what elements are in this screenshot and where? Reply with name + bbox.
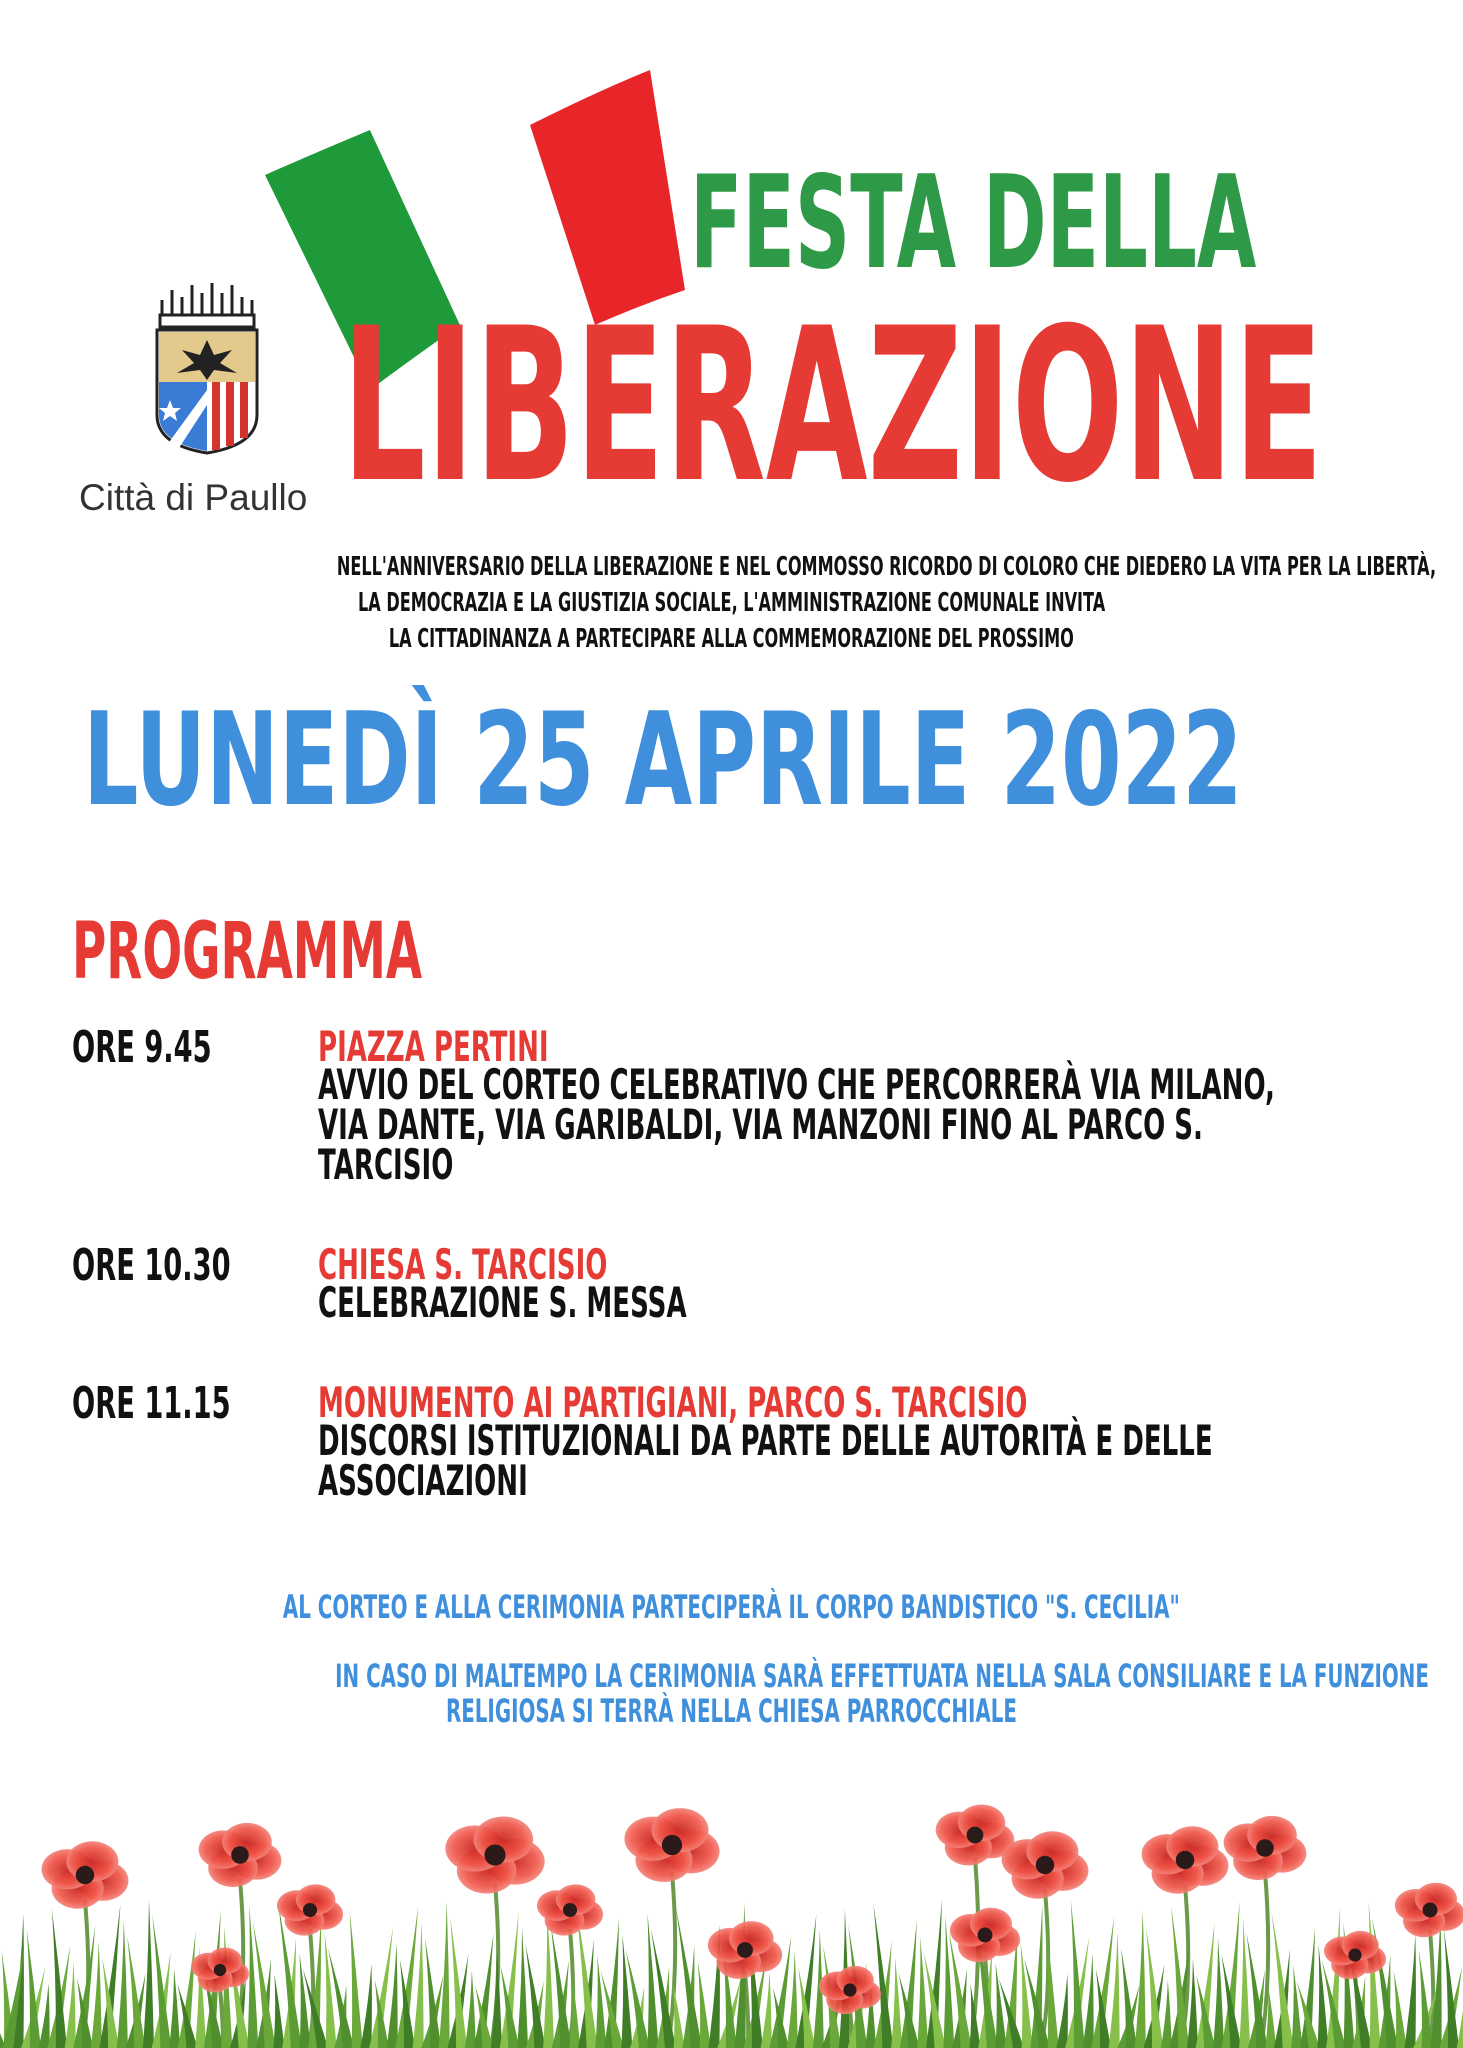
program-time: ORE 9.45 — [72, 1022, 212, 1073]
program-desc-line: TARCISIO — [318, 1140, 454, 1189]
grass-blade — [1272, 1912, 1294, 2048]
grass-blade — [1121, 1948, 1137, 2048]
intro-line-1 — [0, 552, 1463, 582]
grass-blade — [325, 1932, 337, 2048]
grass-blade — [117, 1920, 128, 2048]
grass-blade — [1317, 1944, 1328, 2048]
band-note-text: AL CORTEO E ALLA CERIMONIA PARTECIPERÀ IL CORPO BANDISTICO "S. CECILIA" — [283, 1588, 1180, 1626]
program-place: CHIESA S. TARCISIO — [318, 1240, 608, 1289]
weather-note-text-2: RELIGIOSA SI TERRÀ NELLA CHIESA PARROCCHIALE — [446, 1692, 1017, 1730]
grass-blade — [1056, 1974, 1068, 2048]
program-place: MONUMENTO AI PARTIGIANI, PARCO S. TARCISIO — [318, 1378, 1028, 1427]
poppy-flower — [1142, 1826, 1229, 1893]
city-crest-icon — [152, 275, 262, 455]
grass-blade — [1135, 1911, 1146, 2048]
program-time: ORE 10.30 — [72, 1240, 231, 1291]
poppy-flower — [277, 1884, 343, 1935]
program-desc-line: VIA DANTE, VIA GARIBALDI, VIA MANZONI FINO AL PARCO S. — [318, 1100, 1203, 1149]
intro-text-3: LA CITTADINANZA A PARTECIPARE ALLA COMMEMORAZIONE DEL PROSSIMO — [389, 624, 1074, 654]
program-desc — [318, 1416, 1213, 1505]
grass-blade — [648, 1913, 659, 2048]
poppy-flower — [1324, 1931, 1386, 1979]
weather-note-line-2 — [0, 1692, 1463, 1730]
program-desc-line: CELEBRAZIONE S. MESSA — [318, 1278, 687, 1327]
grass-blade — [873, 1904, 893, 2048]
event-date: LUNEDÌ 25 APRILE 2022 — [83, 686, 1243, 835]
grass-blade — [917, 1936, 928, 2048]
poppy-flower — [199, 1823, 282, 1887]
city-name: Città di Paullo — [79, 477, 308, 518]
title-line-2: LIBERAZIONE — [342, 282, 1324, 529]
grass-blade — [1404, 1934, 1416, 2048]
grass-blade — [673, 1982, 685, 2048]
grass-blade — [517, 1928, 528, 2048]
grass-blade — [439, 1901, 450, 2048]
poppy-flower — [1395, 1883, 1463, 1938]
poppy-flower — [445, 1816, 544, 1893]
poppy-flower — [950, 1908, 1020, 1963]
grass-blade — [1213, 1938, 1224, 2048]
grass-blade — [1369, 1902, 1381, 2048]
poppy-flower — [1002, 1831, 1089, 1898]
band-note — [0, 1588, 1463, 1626]
grass-blade — [1291, 1965, 1302, 2048]
grass-blade — [595, 1955, 606, 2048]
poppy-flower — [624, 1808, 719, 1882]
title-line-1: FESTA DELLA — [690, 149, 1257, 298]
grass-blade — [1239, 1917, 1250, 2048]
grass-blade — [996, 1963, 1007, 2048]
grass-blade — [1247, 1933, 1268, 2048]
weather-note-line-1 — [0, 1657, 1463, 1695]
grass-blade — [273, 1974, 284, 2048]
program-desc-line: AVVIO DEL CORTEO CELEBRATIVO CHE PERCORRERÀ VIA MILANO, — [318, 1060, 1275, 1109]
intro-line-2 — [0, 588, 1463, 618]
grass-blade — [247, 1905, 258, 2048]
grass-blade — [300, 1953, 311, 2048]
intro-text-1: NELL'ANNIVERSARIO DELLA LIBERAZIONE E NEL COMMOSSO RICORDO DI COLORO CHE DIEDERO LA VITA PER LA LIBERTÀ, — [336, 552, 1437, 582]
grass-blade — [891, 1957, 902, 2048]
intro-text-2: LA DEMOCRAZIA E LA GIUSTIZIA SOCIALE, L'AMMINISTRAZIONE COMUNALE INVITA — [357, 588, 1106, 618]
poppy-flower — [42, 1841, 129, 1908]
program-desc — [318, 1060, 1275, 1189]
poppy-flowers-decoration — [0, 1760, 1463, 2048]
poppy-flower — [537, 1884, 603, 1935]
grass-blade — [621, 1934, 632, 2048]
program-desc-line: DISCORSI ISTITUZIONALI DA PARTE DELLE AUTORITÀ E DELLE — [318, 1416, 1213, 1465]
grass-blade — [360, 1964, 372, 2048]
program-place: PIAZZA PERTINI — [318, 1022, 549, 1071]
program-time: ORE 11.15 — [72, 1378, 231, 1429]
intro-line-3 — [0, 624, 1463, 654]
program-desc-line: ASSOCIAZIONI — [318, 1456, 528, 1505]
grass-blade — [143, 1899, 154, 2048]
grass-blade — [1161, 1980, 1172, 2048]
program-desc — [318, 1278, 687, 1327]
grass-blade — [899, 1973, 920, 2048]
grass-blade — [169, 1968, 180, 2048]
grass-blade — [551, 1923, 572, 2048]
poppy-flower — [1224, 1816, 1307, 1880]
programma-title: PROGRAMMA — [72, 907, 423, 997]
grass-blade — [1021, 1942, 1033, 2048]
grass-blade — [350, 1911, 363, 2048]
weather-note-text-1: IN CASO DI MALTEMPO LA CERIMONIA SARÀ EFFETTUATA NELLA SALA CONSILIARE E LA FUNZIONE — [335, 1657, 1429, 1695]
grass-blade — [465, 1970, 476, 2048]
